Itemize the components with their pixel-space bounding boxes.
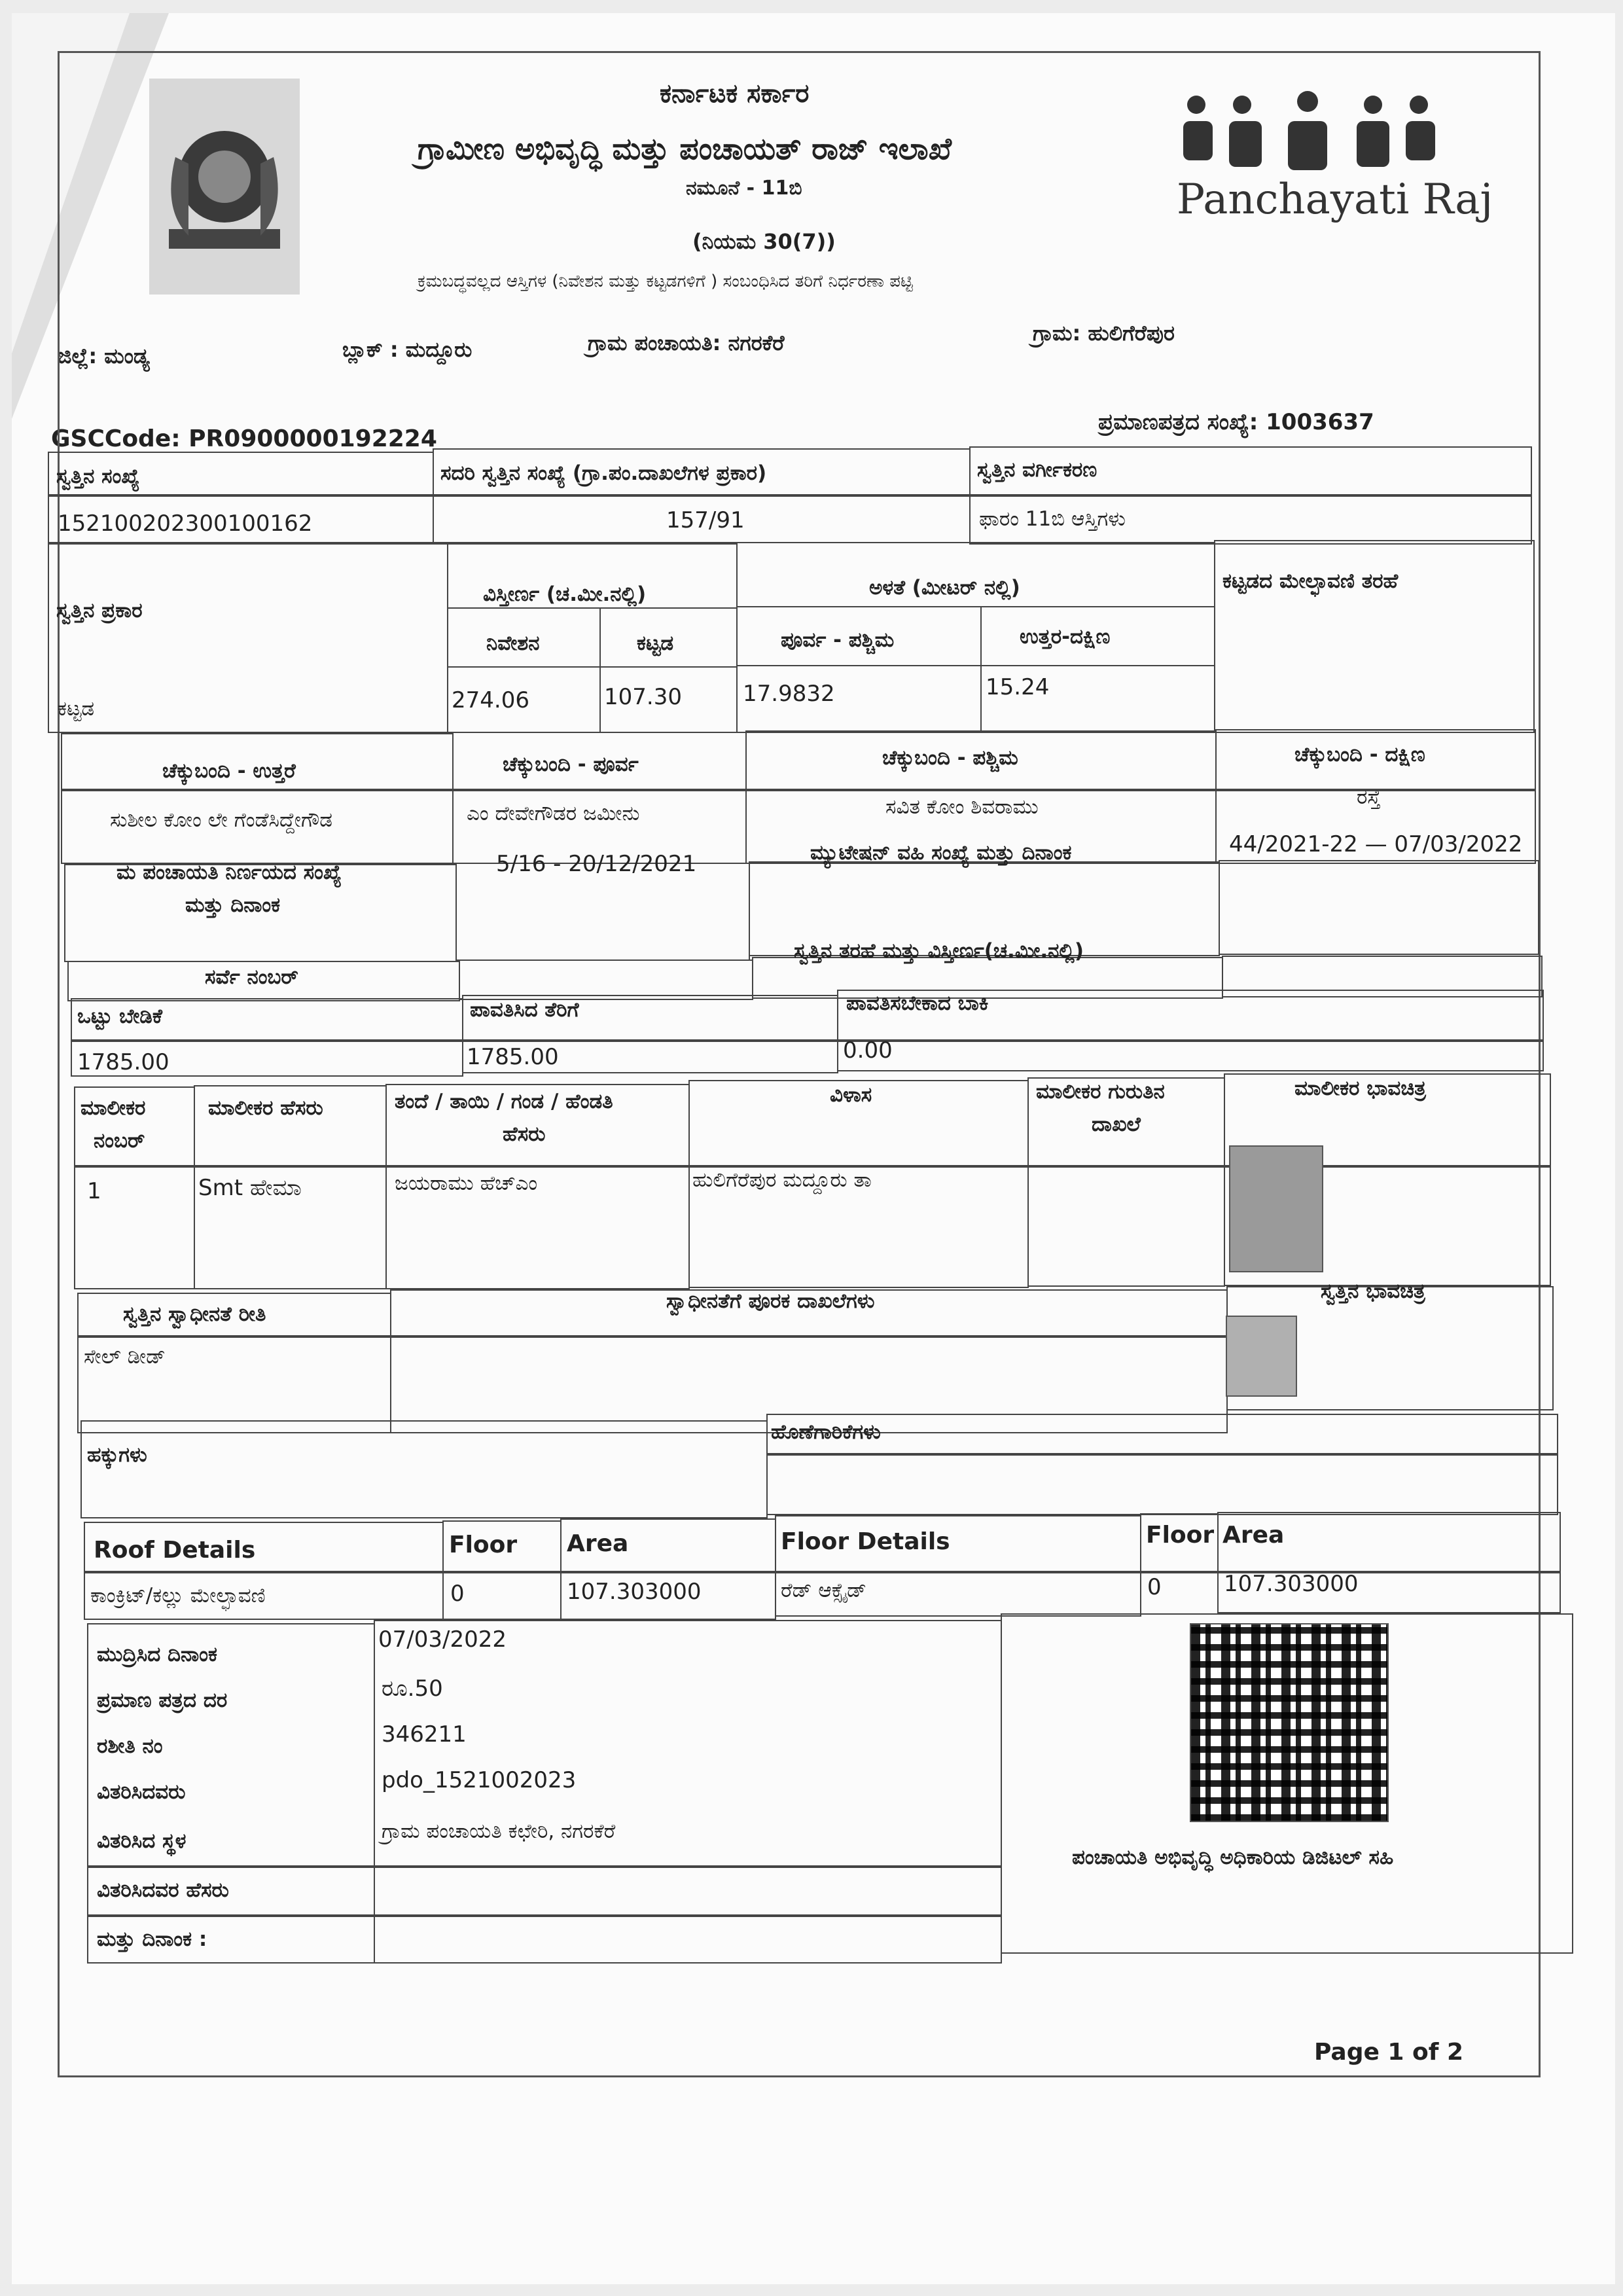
label-farea: Area [1222, 1522, 1285, 1549]
parent-value: ಜಯರಾಮು ಹೆಚ್ಎಂ [395, 1172, 538, 1195]
fee-value: ರೂ.50 [382, 1676, 443, 1702]
label-id: ಮಾಲೀಕರ ಗುರುತಿನ [1036, 1080, 1165, 1103]
fdet-value: ರೆಡ್ ಆಕ್ಸೈಡ್ [781, 1579, 866, 1602]
label-receipt: ರಶೀತಿ ನಂ [97, 1734, 163, 1758]
label-decision-2: ಮತ್ತು ದಿನಾಂಕ [185, 893, 281, 917]
label-mutation: ಮ್ಯುಟೇಷನ್ ವಹಿ ಸಂಖ್ಯೆ ಮತ್ತು ದಿನಾಂಕ [810, 841, 1072, 865]
divider [48, 494, 1532, 497]
type-value: ಕಟ್ಟಡ [58, 697, 95, 721]
label-floor-details: Floor Details [781, 1528, 950, 1555]
label-roof-floor: Floor [449, 1532, 518, 1558]
site-value: 274.06 [452, 687, 529, 713]
divider [766, 1453, 1558, 1456]
label-owner-no: ಮಾಲೀಕರ [80, 1096, 146, 1120]
gsc-code: GSCCode: PR0900000192224 [51, 425, 437, 452]
label-dim: ಅಳತೆ (ಮೀಟರ್ ನಲ್ಲಿ) [869, 576, 1020, 600]
label-total: ಒಟ್ಟು ಬೇಡಿಕೆ [77, 1005, 163, 1028]
owner-name-value: Smt ಹೇಮಾ [198, 1175, 302, 1201]
method-value: ಸೇಲ್ ಡೀಡ್ [84, 1345, 166, 1369]
divider [87, 1865, 1002, 1868]
document-sheet [12, 13, 1615, 2284]
roof-area-value: 107.303000 [567, 1579, 702, 1605]
label-docs: ಸ್ವಾಧೀನತೆಗೆ ಪೂರಕ ದಾಖಲೆಗಳು [666, 1289, 875, 1313]
cell-north [61, 733, 454, 864]
label-owner-no-2: ನಂಬರ್ [94, 1129, 145, 1153]
label-fee: ಪ್ರಮಾಣ ಪತ್ರದ ದರ [97, 1689, 228, 1712]
bldg-value: 107.30 [604, 684, 682, 710]
label-class: ಸ್ವತ್ತಿನ ವರ್ಗೀಕರಣ [977, 458, 1097, 482]
label-east: ಚೆಕ್ಕುಬಂದಿ - ಪೂರ್ವ [503, 753, 639, 776]
cell-liab [766, 1414, 1558, 1515]
label-reg-no: ಸದರಿ ಸ್ವತ್ತಿನ ಸಂಖ್ಯೆ (ಗ್ರಾ.ಪಂ.ದಾಖಲೆಗಳ ಪ್ರಕಾರ) [440, 461, 767, 485]
class-value: ಫಾರಂ 11ಬಿ ಆಸ್ತಿಗಳು [979, 507, 1126, 531]
panchayat: ಗ್ರಾಮ ಪಂಚಾಯತಿ: ನಗರಕೆರೆ [588, 331, 785, 355]
label-place: ವಿತರಿಸಿದ ಸ್ಥಳ [97, 1829, 187, 1853]
owner-photo [1229, 1145, 1323, 1272]
due-value: 0.00 [843, 1037, 893, 1064]
qr-code [1190, 1623, 1389, 1822]
mutation-value: 44/2021-22 — 07/03/2022 [1229, 831, 1523, 857]
label-id-2: ದಾಖಲೆ [1092, 1113, 1141, 1136]
logo-text: Panchayati Raj [1177, 175, 1493, 224]
cell-survey [459, 960, 753, 1000]
roof-value: ಕಾಂಕ್ರಿಟ್/ಕಲ್ಲು ಮೇಲ್ಛಾವಣಿ [90, 1584, 266, 1607]
farea-value: 107.303000 [1224, 1571, 1359, 1597]
label-ffloor: Floor [1146, 1522, 1215, 1549]
west-value: ಸವಿತ ಕೋಂ ಶಿವರಾಮು [885, 795, 1039, 819]
label-south: ಚೆಕ್ಕುಬಂದಿ - ದಕ್ಷಿಣ [1294, 743, 1425, 766]
south-value: ರಸ್ತೆ [1357, 785, 1381, 809]
label-parent: ತಂದೆ / ತಾಯಿ / ಗಂಡ / ಹೆಂಡತಿ [395, 1090, 613, 1113]
label-owner-photo: ಮಾಲೀಕರ ಭಾವಚಿತ್ರ [1294, 1077, 1426, 1100]
ns-value: 15.24 [986, 674, 1050, 700]
divider [74, 1165, 1551, 1168]
north-value: ಸುಶೀಲ ಕೋಂ ಲೇ ಗೆಂಡೆಸಿದ್ದೇಗೌಡ [110, 808, 333, 832]
label-type-area: ಸ್ವತ್ತಿನ ತರಹೆ ಮತ್ತು ವಿಸ್ತೀರ್ಣ(ಚ.ಮೀ.ನಲ್ಲಿ) [794, 939, 1084, 963]
place-value: ಗ್ರಾಮ ಪಂಚಾಯತಿ ಕಛೇರಿ, ನಗರಕೆರೆ [382, 1820, 616, 1843]
block: ಬ್ಲಾಕ್ : ಮದ್ದೂರು [342, 337, 473, 362]
label-decision: ಮ ಪಂಚಾಯತಿ ನಿರ್ಣಯದ ಸಂಖ್ಯೆ [116, 861, 342, 884]
divider [61, 789, 1536, 791]
roof-floor-value: 0 [450, 1581, 465, 1607]
divider [77, 1335, 1228, 1338]
label-area: ವಿಸ್ತೀರ್ಣ (ಚ.ಮೀ.ನಲ್ಲಿ) [483, 583, 647, 606]
district: ಜಿಲ್ಲೆ: ಮಂಡ್ಯ [58, 344, 150, 368]
paid-value: 1785.00 [467, 1044, 559, 1070]
cell-id [1027, 1077, 1225, 1287]
label-roof-type: ಕಟ್ಟಡದ ಮೇಲ್ಛಾವಣಿ ತರಹೆ [1222, 569, 1399, 593]
label-bldg: ಕಟ್ಟಡ [637, 632, 674, 655]
east-value: ಎಂ ದೇವೇಗೌಡರ ಜಮೀನು [467, 802, 640, 825]
label-issuer: ವಿತರಿಸಿದವರು [97, 1780, 186, 1804]
divider [87, 1914, 1002, 1917]
label-method: ಸ್ವತ್ತಿನ ಸ್ವಾಧೀನತೆ ರೀತಿ [123, 1302, 266, 1326]
label-rights: ಹಕ್ಕುಗಳು [87, 1443, 147, 1467]
digital-signature-label: ಪಂಚಾಯತಿ ಅಭಿವೃದ್ಧಿ ಅಧಿಕಾರಿಯ ಡಿಜಿಟಲ್ ಸಹಿ [1072, 1846, 1394, 1869]
reg-no: 157/91 [666, 507, 745, 533]
label-north: ಚೆಕ್ಕುಬಂದಿ - ಉತ್ತರೆ [162, 759, 296, 783]
label-liab: ಹೊಣೆಗಾರಿಕೆಗಳು [771, 1420, 881, 1444]
prop-no: 15210020230010016​2 [58, 511, 313, 537]
cell-rights [80, 1420, 768, 1518]
address-value: ಹುಲಿಗೆರೆಪುರ ಮದ್ದೂರು ತಾ [692, 1168, 872, 1192]
label-roof-area: Area [567, 1530, 629, 1557]
label-ns: ಉತ್ತರ-ದಕ್ಷಿಣ [1020, 625, 1111, 649]
label-west: ಚೆಕ್ಕುಬಂದಿ - ಪಶ್ಚಿಮ [882, 746, 1018, 770]
label-parent-2: ಹೆಸರು [503, 1122, 546, 1146]
cell-east [452, 732, 747, 864]
label-due: ಪಾವತಿಸಬೇಕಾದ ಬಾಕಿ [846, 992, 989, 1015]
ew-value: 17.9832 [743, 681, 835, 707]
label-and-date: ಮತ್ತು ದಿನಾಂಕ : [97, 1928, 207, 1951]
property-photo [1226, 1316, 1297, 1397]
label-prop-no: ಸ್ವತ್ತಿನ ಸಂಖ್ಯೆ [56, 465, 140, 488]
cell-mutation [1219, 860, 1539, 955]
ffloor-value: 0 [1147, 1574, 1162, 1600]
page-number: Page 1 of 2 [1314, 2039, 1463, 2066]
govt-name: ಕರ್ನಾಟಕ ಸರ್ಕಾರ [660, 79, 810, 109]
decision-value: 5/16 - 20/12/2021 [496, 851, 697, 877]
receipt-value: 346211 [382, 1721, 467, 1748]
dept-name: ಗ್ರಾಮೀಣ ಅಭಿವೃದ್ಧಿ ಮತ್ತು ಪಂಚಾಯತ್ ರಾಜ್ ಇಲಾಖೆ [418, 131, 952, 166]
label-site: ನಿವೇಶನ [486, 632, 540, 655]
village: ಗ್ರಾಮ: ಹುಲಿಗೆರೆಪುರ [1033, 321, 1175, 346]
label-print-date: ಮುದ್ರಿಸಿದ ದಿನಾಂಕ [97, 1643, 217, 1666]
print-date-value: 07/03/2022 [378, 1626, 507, 1653]
divider [71, 1039, 1543, 1042]
label-issuer-name: ವಿತರಿಸಿದವರ ಹೆಸರು [97, 1878, 229, 1902]
form-subtitle: ಕ್ರಮಬದ್ಧವಲ್ಲದ ಆಸ್ತಿಗಳ (ನಿವೇಶನ ಮತ್ತು ಕಟ್ಟಡಗಳಿಗೆ ) ಸಂಬಂಧಿಸಿದ ತರಿಗೆ ನಿರ್ಧರಣಾ ಪಟ್ಟಿ [418, 272, 913, 291]
total-value: 1785.00 [77, 1049, 169, 1075]
issuer-value: pdo_1521002023 [382, 1767, 577, 1793]
label-paid: ಪಾವತಿಸಿದ ತೆರಿಗೆ [470, 998, 579, 1022]
label-ew: ಪೂರ್ವ - ಪಶ್ಚಿಮ [781, 628, 895, 652]
label-roof-details: Roof Details [94, 1537, 256, 1564]
certificate-number: ಪ್ರಮಾಣಪತ್ರದ ಸಂಖ್ಯೆ: 1003637 [1098, 409, 1374, 435]
label-address: ವಿಳಾಸ [830, 1083, 872, 1107]
form-name: ನಮೂನೆ - 11ಬಿ [686, 177, 802, 200]
label-type: ಸ್ವತ್ತಿನ ಪ್ರಕಾರ [56, 599, 143, 622]
owner-no-value: 1 [87, 1178, 101, 1204]
cell-type [48, 543, 448, 733]
label-prop-photo: ಸ್ವತ್ತಿನ ಭಾವಚಿತ್ರ [1321, 1280, 1425, 1303]
rule-text: (ನಿಯಮ 30(7)) [692, 229, 836, 254]
label-survey: ಸರ್ವೆ ನಂಬರ್ [205, 965, 298, 989]
cell-decision [455, 863, 750, 961]
label-owner-name: ಮಾಲೀಕರ ಹೆಸರು [208, 1096, 323, 1120]
